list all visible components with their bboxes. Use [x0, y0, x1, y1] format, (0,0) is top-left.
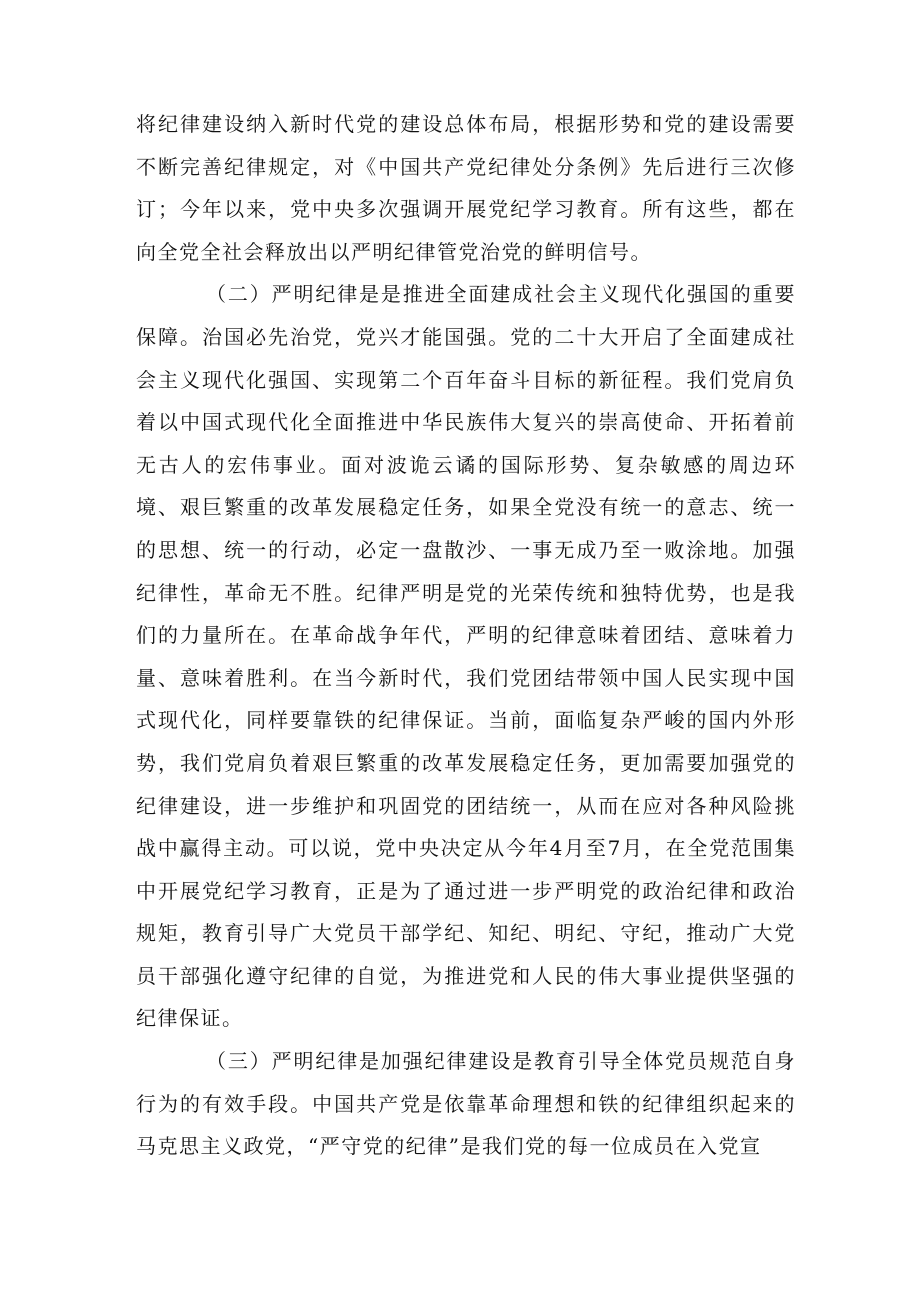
document-body [136, 103, 796, 1168]
paragraph-section-2: （二）严明纪律是是推进全面建成社会主义现代化强国的重要保障。治国必先治党，党兴才能国强。党的二十大开启了全面建成社会主义现代化强国、实现第二个百年奋斗目标的新征程。我们党肩负着以中国式现代化全面推进中华民族伟大复兴的崇高使命、开拓着前无古人的宏伟事业。面对波诡云谲的国际形势、复杂敏感的周边环境、艰巨繁重的改革发展稳定任务，如果全党没有统一的意志、统一的思想、统一的行动，必定一盘散沙、一事无成乃至一败涂地。加强纪律性，革命无不胜。纪律严明是党的光荣传统和独特优势，也是我们的力量所在。在革命战争年代，严明的纪律意味着团结、意味着力量、意味着胜利。在当今新时代，我们党团结带领中国人民实现中国式现代化，同样要靠铁的纪律保证。当前，面临复杂严峻的国内外形势，我们党肩负着艰巨繁重的改革发展稳定任务，更加需要加强党的纪律建设，进一步维护和巩固党的团结统一，从而在应对各种风险挑战中赢得主动。可以说，党中央决定从今年4月至7月，在全党范围集中开展党纪学习教育，正是为了通过进一步严明党的政治纪律和政治规矩，教育引导广大党员干部学纪、知纪、明纪、守纪，推动广大党员干部强化遵守纪律的自觉，为推进党和人民的伟大事业提供坚强的纪律保证。 [136, 282, 796, 1031]
paragraph-continuation: 将纪律建设纳入新时代党的建设总体布局，根据形势和党的建设需要不断完善纪律规定，对《中国共产党纪律处分条例》先后进行三次修订；今年以来，党中央多次强调开展党纪学习教育。所有这些，都在向全党全社会释放出以严明纪律管党治党的鲜明信号。 [136, 112, 796, 264]
paragraph-section-3: （三）严明纪律是加强纪律建设是教育引导全体党员规范自身行为的有效手段。中国共产党是依靠革命理想和铁的纪律组织起来的马克思主义政党，“严守党的纪律”是我们党的每一位成员在入党宣 [136, 1049, 796, 1159]
